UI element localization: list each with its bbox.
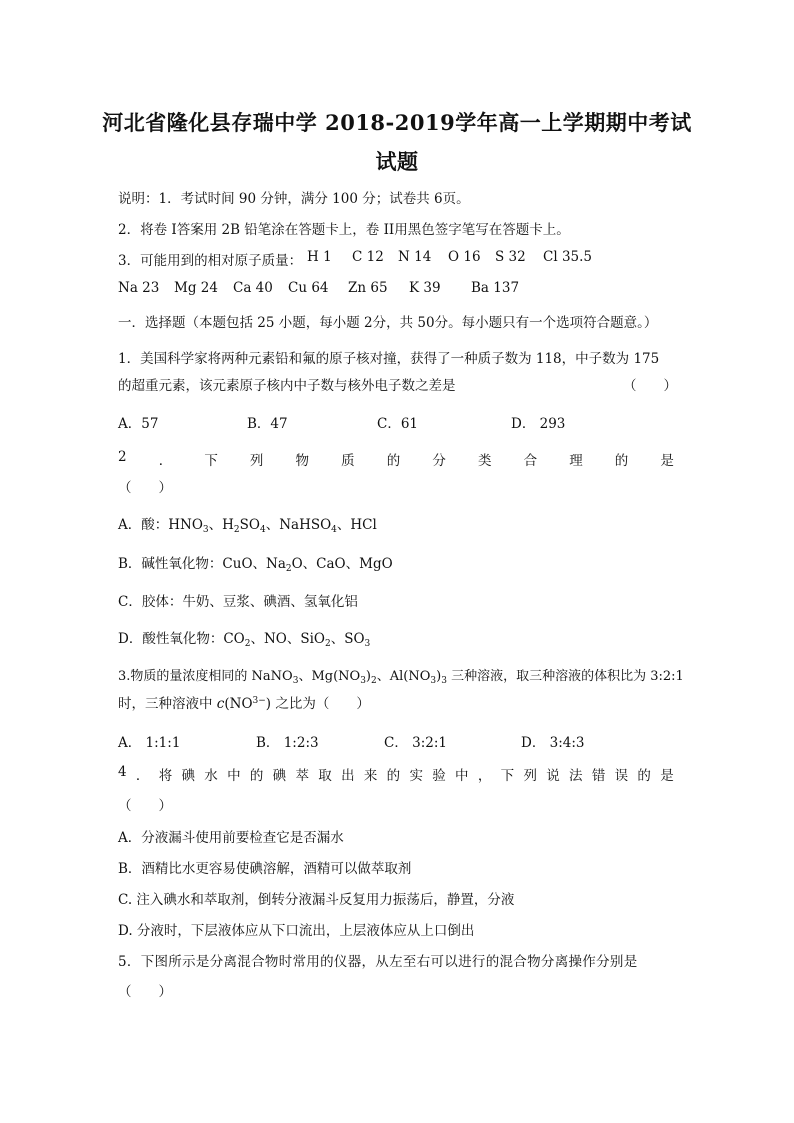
- question-4-option-c: C. 注入碘水和萃取剂，倒转分液漏斗反复用力振荡后，静置，分液: [118, 892, 515, 908]
- option-d: D． 293: [511, 416, 566, 432]
- question-4-answer-blank: （ ）: [118, 798, 172, 814]
- mass-value: Cl 35.5: [543, 249, 592, 265]
- mass-value: H 1: [307, 249, 332, 265]
- question-2-answer-blank: （ ）: [118, 480, 172, 496]
- mass-value: Mg 24: [174, 280, 218, 296]
- mass-value: Na 23: [118, 280, 160, 296]
- question-5-stem: 5．下图所示是分离混合物时常用的仪器，从左至右可以进行的混合物分离操作分别是: [118, 954, 638, 970]
- mass-value: K 39: [409, 280, 441, 296]
- mass-value: Ba 137: [471, 280, 520, 296]
- option-a: A．57: [118, 416, 159, 432]
- question-2-stem: 2 ． 下 列 物 质 的 分 类 合 理 的 是: [118, 449, 674, 469]
- option-c: C．61: [377, 416, 419, 432]
- question-1-answer-blank: （ ）: [623, 378, 677, 394]
- question-3-stem-line-1: 3.物质的量浓度相同的 NaNO$_3$、$Mg(NO_3)_2$、$Al(NO_3)_3$ 三种溶液，取三种溶液的体积比为 3:2:1: [118, 669, 684, 686]
- question-4-stem: 4 ． 将 碘 水 中 的 碘 萃 取 出 来 的 实 验 中 ， 下 列 说 法 错 误 的 是: [118, 764, 674, 784]
- instruction-2: 2．将卷 I答案用 2B 铅笔涂在答题卡上，卷 II用黑色签字笔写在答题卡上。: [118, 222, 570, 238]
- question-4-option-d: D. 分液时，下层液体应从下口流出，上层液体应从上口倒出: [118, 923, 475, 939]
- question-5-answer-blank: （ ）: [118, 984, 172, 1000]
- question-2-option-d: D．酸性氧化物：$CO_2$、NO、SiO$_2$、$SO_3$: [118, 631, 371, 649]
- question-4-option-b: B．酒精比水更容易使碘溶解，酒精可以做萃取剂: [118, 861, 412, 877]
- option-c: C． 3:2:1: [384, 735, 447, 751]
- mass-value: S 32: [495, 249, 526, 265]
- mass-value: O 16: [448, 249, 481, 265]
- exam-title: 河北省隆化县存瑞中学 2018-2019学年高一上学期期中考试: [102, 110, 692, 135]
- option-a: A． 1:1:1: [118, 735, 181, 751]
- question-2-option-c: C．胶体：牛奶、豆浆、碘酒、氢氧化铝: [118, 594, 358, 610]
- question-1-stem-line-2: 的超重元素，该元素原子核内中子数与核外电子数之差是: [118, 378, 456, 394]
- atomic-masses-label: 3．可能用到的相对原子质量：: [118, 253, 303, 269]
- mass-value: Cu 64: [288, 280, 329, 296]
- option-b: B．47: [247, 416, 288, 432]
- question-2-option-b: B．碱性氧化物：CuO、$Na_2O$、CaO、MgO: [118, 556, 393, 574]
- option-b: B． 1:2:3: [256, 735, 319, 751]
- mass-value: N 14: [398, 249, 432, 265]
- exam-title-continued: 试题: [375, 149, 419, 174]
- question-4-option-a: A．分液漏斗使用前要检查它是否漏水: [118, 830, 344, 846]
- option-d: D． 3:4:3: [521, 735, 585, 751]
- mass-value: C 12: [352, 249, 384, 265]
- mass-value: Zn 65: [348, 280, 388, 296]
- question-2-option-a: A．酸：$HNO_3$、$H_2SO_4$、NaHSO$_4$、HCl: [118, 517, 377, 535]
- question-1-stem-line-1: 1．美国科学家将两种元素铅和氟的原子核对撞，获得了一种质子数为 118，中子数为 175: [118, 351, 660, 367]
- section-heading: 一．选择题（本题包括 25 小题，每小题 2分，共 50分。每小题只有一个选项符合题意。）: [118, 315, 658, 331]
- question-3-stem-line-2: 时，三种溶液中 $c(NO^{3-})$ 之比为（ ）: [118, 696, 370, 712]
- instruction-1: 说明：1．考试时间 90 分钟，满分 100 分；试卷共 6页。: [118, 191, 470, 207]
- mass-value: Ca 40: [233, 280, 273, 296]
